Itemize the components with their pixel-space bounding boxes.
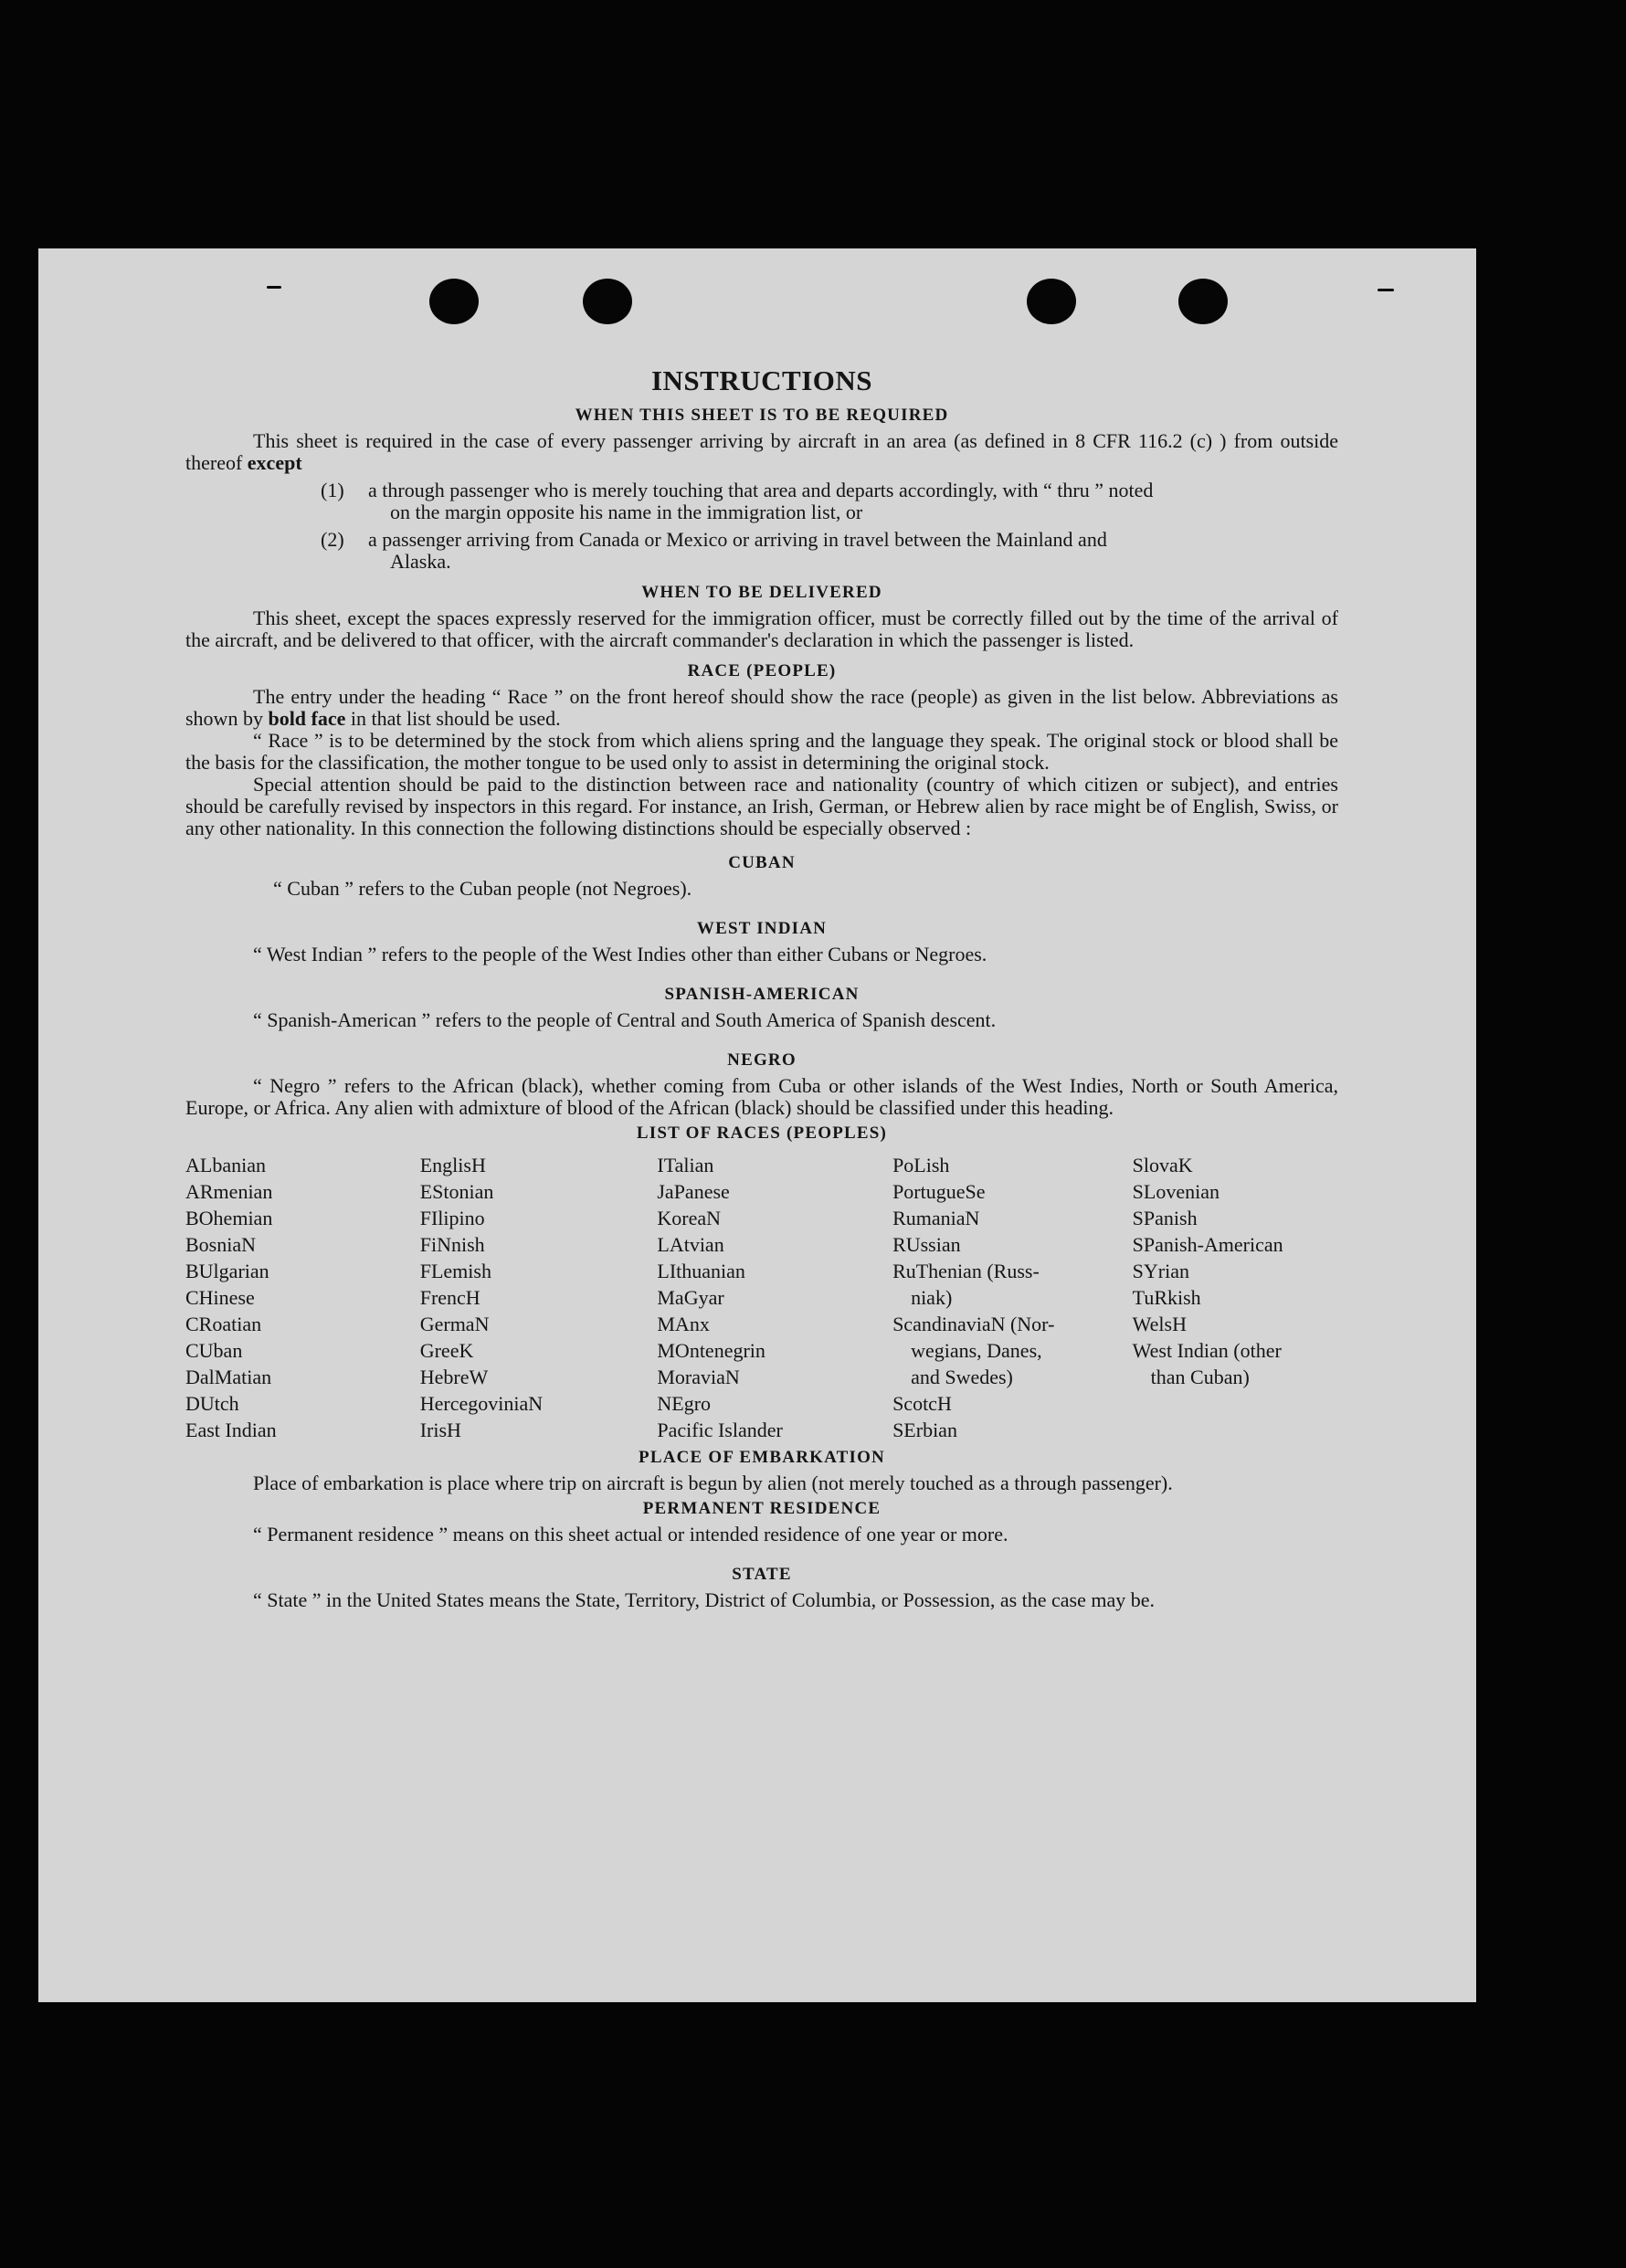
section-heading-cuban: CUBAN [728, 853, 796, 872]
race-item: SErbian [892, 1419, 957, 1441]
race-item: Pacific Islander [657, 1419, 783, 1441]
race-item: PortugueSe [892, 1180, 986, 1203]
race-item: EnglisH [419, 1154, 486, 1176]
punch-hole [583, 279, 632, 324]
race-item: niak) [911, 1286, 953, 1309]
race-item: GreeK [419, 1339, 474, 1362]
race-item: PoLish [892, 1154, 950, 1176]
exception-item-2: (2) a passenger arriving from Canada or Mexico or arriving in travel between the Mainland and Alaska. [321, 528, 1107, 573]
race-paragraph-2: “ Race ” is to be determined by the stock from which aliens spring and the language they speak. The original stock or blood shall be the basis for the classification, the mother tongue to be used only to assist in determining the original stock. [185, 729, 1338, 774]
race-item: ALbanian [185, 1154, 266, 1176]
punch-hole [1178, 279, 1228, 324]
race-item: LAtvian [657, 1233, 724, 1256]
race-item: WelsH [1132, 1313, 1187, 1335]
exception-item-1: (1) a through passenger who is merely touching that area and departs accordingly, with “ thru ” noted on the margin opposite his name in the immigration list, or [321, 479, 1154, 523]
race-item: wegians, Danes, [911, 1339, 1042, 1362]
west-indian-text: “ West Indian ” refers to the people of the West Indies other than either Cubans or Negroes. [253, 943, 987, 965]
race-item: SlovaK [1132, 1154, 1193, 1176]
races-column-2 [420, 1152, 658, 1443]
race-item: ScotcH [892, 1392, 952, 1415]
race-item: MAnx [657, 1313, 710, 1335]
section-heading-required: WHEN THIS SHEET IS TO BE REQUIRED [575, 406, 949, 425]
race-item: FIlipino [419, 1207, 485, 1229]
race-item: FrencH [419, 1286, 480, 1309]
race-item: RUssian [892, 1233, 961, 1256]
instructions-content [185, 361, 1338, 1611]
race-item: BosniaN [185, 1233, 256, 1256]
section-heading-delivered: WHEN TO BE DELIVERED [641, 583, 882, 602]
races-column-3 [657, 1152, 892, 1443]
negro-text: “ Negro ” refers to the African (black), whether coming from Cuba or other islands of the West Indies, North or South America, Europe, or Africa. Any alien with admixture of blood of the African (black) should be classified under this heading. [185, 1074, 1338, 1119]
race-item: FLemish [419, 1260, 491, 1282]
race-item: ScandinaviaN (Nor- [892, 1313, 1055, 1335]
page-title: INSTRUCTIONS [650, 364, 872, 396]
race-item: JaPanese [657, 1180, 730, 1203]
required-intro: This sheet is required in the case of every passenger arriving by aircraft in an area (as defined in 8 CFR 116.2 (c) ) from outside thereof except [185, 429, 1338, 474]
race-item: CHinese [185, 1286, 255, 1309]
race-item: MOntenegrin [657, 1339, 765, 1362]
state-text: “ State ” in the United States means the State, Territory, District of Columbia, or Possession, as the case may be. [253, 1588, 1156, 1611]
scan-mark [267, 286, 281, 289]
race-item: CRoatian [185, 1313, 262, 1335]
race-item: KoreaN [657, 1207, 722, 1229]
races-list [185, 1152, 1338, 1443]
race-item: GermaN [419, 1313, 490, 1335]
race-item: LIthuanian [657, 1260, 745, 1282]
race-item: DUtch [185, 1392, 239, 1415]
spanish-american-text: “ Spanish-American ” refers to the people of Central and South America of Spanish descent. [253, 1008, 997, 1031]
race-item: BUlgarian [185, 1260, 269, 1282]
section-heading-state: STATE [732, 1565, 792, 1584]
section-heading-race: RACE (PEOPLE) [687, 661, 837, 680]
race-item: IrisH [419, 1419, 461, 1441]
scan-mark [1378, 289, 1394, 291]
residence-text: “ Permanent residence ” means on this sheet actual or intended residence of one year or more. [253, 1523, 1008, 1545]
race-item: East Indian [185, 1419, 277, 1441]
race-item: MaGyar [657, 1286, 724, 1309]
punch-hole [1027, 279, 1076, 324]
section-heading-negro: NEGRO [727, 1050, 797, 1070]
race-item: SPanish [1132, 1207, 1198, 1229]
race-item: RuThenian (Russ- [892, 1260, 1040, 1282]
race-item: SYrian [1132, 1260, 1189, 1282]
embarkation-text: Place of embarkation is place where trip on aircraft is begun by alien (not merely touched as a through passenger). [253, 1472, 1173, 1494]
race-item: HebreW [419, 1366, 489, 1388]
race-item: CUban [185, 1339, 243, 1362]
cuban-text: “ Cuban ” refers to the Cuban people (not Negroes). [273, 877, 692, 900]
race-paragraph-1: The entry under the heading “ Race ” on the front hereof should show the race (people) as given in the list below. Abbreviations as shown by bold face in that list should be used. [185, 685, 1338, 730]
race-item: EStonian [419, 1180, 494, 1203]
race-item: FiNnish [419, 1233, 485, 1256]
race-item: NEgro [657, 1392, 712, 1415]
section-heading-residence: PERMANENT RESIDENCE [642, 1499, 882, 1518]
section-heading-list-of-races: LIST OF RACES (PEOPLES) [636, 1123, 888, 1143]
races-column-1 [185, 1152, 420, 1443]
section-heading-west-indian: WEST INDIAN [696, 919, 828, 938]
section-heading-spanish-american: SPANISH-AMERICAN [664, 985, 860, 1004]
race-item: ARmenian [185, 1180, 273, 1203]
section-heading-embarkation: PLACE OF EMBARKATION [639, 1448, 885, 1467]
race-item: SPanish-American [1132, 1233, 1283, 1256]
race-item: and Swedes) [911, 1366, 1013, 1388]
race-item: than Cuban) [1150, 1366, 1250, 1388]
races-column-5 [1133, 1152, 1338, 1443]
race-item: BOhemian [185, 1207, 273, 1229]
race-item: HercegoviniaN [419, 1392, 544, 1415]
race-item: DalMatian [185, 1366, 272, 1388]
race-item: MoraviaN [657, 1366, 740, 1388]
races-column-4 [892, 1152, 1133, 1443]
race-item: RumaniaN [892, 1207, 980, 1229]
race-item: SLovenian [1132, 1180, 1220, 1203]
delivered-text: This sheet, except the spaces expressly reserved for the immigration officer, must be correctly filled out by the time of the arrival of the aircraft, and be delivered to that officer, with the aircraft commander's declaration in which the passenger is listed. [185, 607, 1338, 651]
race-item: West Indian (other [1132, 1339, 1282, 1362]
punch-hole [429, 279, 479, 324]
race-item: TuRkish [1132, 1286, 1201, 1309]
race-item: ITalian [657, 1154, 714, 1176]
race-paragraph-3: Special attention should be paid to the distinction between race and nationality (country of which citizen or subject), and entries should be carefully revised by inspectors in this regard. For instance, an Irish, German, or Hebrew alien by race might be of English, Swiss, or any other nationality. In this connection the following distinctions should be especially observed : [185, 773, 1338, 839]
